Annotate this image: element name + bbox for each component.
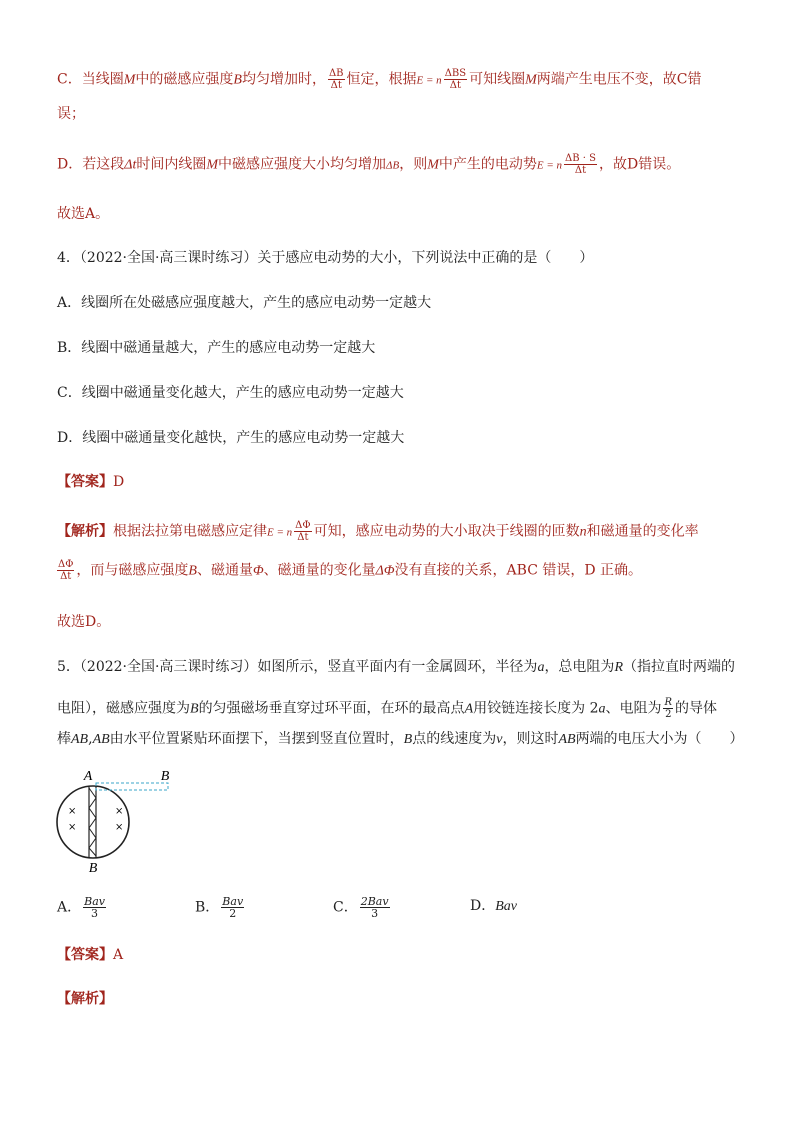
q4-option-a: A．线圈所在处磁感应强度越大，产生的感应电动势一定越大 (57, 295, 432, 311)
q5-stem-line1: 5．（2022·全国·高三课时练习）如图所示，竖直平面内有一金属圆环，半径为a，总电阻为R（指拉直时两端的 (57, 659, 735, 675)
q4-option-d: D．线圈中磁通量变化越快，产生的感应电动势一定越大 (57, 430, 405, 446)
fraction-dbs-dt: $\frac{\text{ΔBS}}{\Delta t}$ (444, 68, 467, 91)
q5-option-b: B． $\frac{\text{Bav}}{2}$ (195, 895, 244, 920)
q5-option-c: C． $\frac{\text{2Bav}}{3}$ (333, 895, 389, 920)
var-db: ΔB (386, 159, 400, 172)
q4-analysis-line2: $\frac{\Delta\Phi}{\Delta t}$ ，而与磁感应强度B、磁通量Φ、磁通量的变化量ΔΦ没有直接的关系，ABC 错误，D 正确。 (58, 559, 643, 582)
var-dt: Δt (124, 157, 137, 173)
q5-option-d: D．Bav (470, 898, 517, 914)
ring-rod-figure (55, 766, 185, 876)
var-m: M (123, 72, 136, 88)
equation-e: E = n (416, 74, 442, 87)
answer-tag: 【答案】 (57, 474, 113, 490)
choose-d: 故选D。 (57, 614, 111, 630)
answer-tag: 【答案】 (57, 947, 113, 963)
q5-analysis (57, 989, 113, 1009)
q5-stem-line3: 棒AB,AB由水平位置紧贴环面摆下，当摆到竖直位置时，B点的线速度为v，则这时AB两端的电压大小为（ ） (57, 731, 744, 747)
fraction-dphi-dt: $\frac{\Delta\Phi}{\Delta t}$ (295, 520, 311, 543)
q4-option-c: C．线圈中磁通量变化越大，产生的感应电动势一定越大 (57, 385, 404, 401)
text: C．当线圈 (57, 71, 124, 88)
q4-analysis-line1: 【解析】根据法拉第电磁感应定律E = n $\frac{\Delta\Phi}{\Delta t}$ 可知，感应电动势的大小取决于线圈的匝数n和磁通量的变化率 (57, 520, 699, 543)
text: 可知线圈 (469, 71, 526, 88)
answer-value: A (113, 947, 124, 963)
q4-stem: 4．（2022·全国·高三课时练习）关于感应电动势的大小，下列说法中正确的是（ ） (57, 250, 594, 266)
text: 均匀增加时， (241, 71, 326, 88)
equation-e: E = n (267, 526, 293, 539)
text: 恒定，根据 (346, 71, 417, 88)
text: 两端产生电压不变，故C错 (536, 71, 702, 88)
q4-option-b: B．线圈中磁通量越大，产生的感应电动势一定越大 (57, 340, 376, 356)
q5-stem-line2: 电阻），磁感应强度为B的匀强磁场垂直穿过环平面，在环的最高点A用铰链连接长度为 2a、电阻为 $\frac{R}{2}$ 的导体 (57, 697, 718, 720)
analysis-tag: 【解析】 (57, 523, 113, 540)
q5-answer (57, 945, 123, 965)
fraction-r-2: $\frac{R}{2}$ (664, 697, 673, 720)
rod-hatch (89, 788, 96, 856)
var-b: B (233, 72, 242, 88)
field-cross: × (68, 822, 77, 833)
field-cross: × (68, 806, 77, 817)
solution-c-line2: 误； (57, 106, 85, 122)
label-b-top: B (160, 769, 170, 784)
equation-e: E = n (536, 159, 563, 172)
q5-option-a: A． $\frac{\text{Bav}}{3}$ (57, 895, 105, 920)
choose-a: 故选A。 (57, 206, 110, 222)
fraction-dbs-dt: $\frac{\Delta B \cdot S}{\Delta t}$ (565, 153, 596, 176)
solution-c-line1 (57, 68, 702, 91)
var-n: n (579, 524, 587, 540)
var-m: M (525, 72, 537, 88)
answer-value: D (113, 474, 125, 490)
label-b-bottom: B (88, 861, 98, 876)
field-cross: × (115, 806, 124, 817)
fraction-dphi-dt: $\frac{\Delta\Phi}{\Delta t}$ (58, 559, 74, 582)
text: 中的磁感应强度 (135, 71, 234, 88)
q4-answer (57, 472, 124, 492)
solution-d-line: D．若这段Δt时间内线圈M中磁感应强度大小均匀增加ΔB，则M中产生的电动势E = n $\frac{\Delta B \cdot S}{\Delta t}$ ，故D错误。 (57, 153, 681, 176)
analysis-tag: 【解析】 (57, 991, 113, 1007)
fraction-db-dt: $\frac{\Delta B}{\Delta t}$ (328, 68, 344, 91)
var-m: M (206, 157, 219, 173)
field-cross: × (115, 822, 124, 833)
var-m: M (427, 157, 439, 173)
label-a: A (83, 769, 93, 784)
